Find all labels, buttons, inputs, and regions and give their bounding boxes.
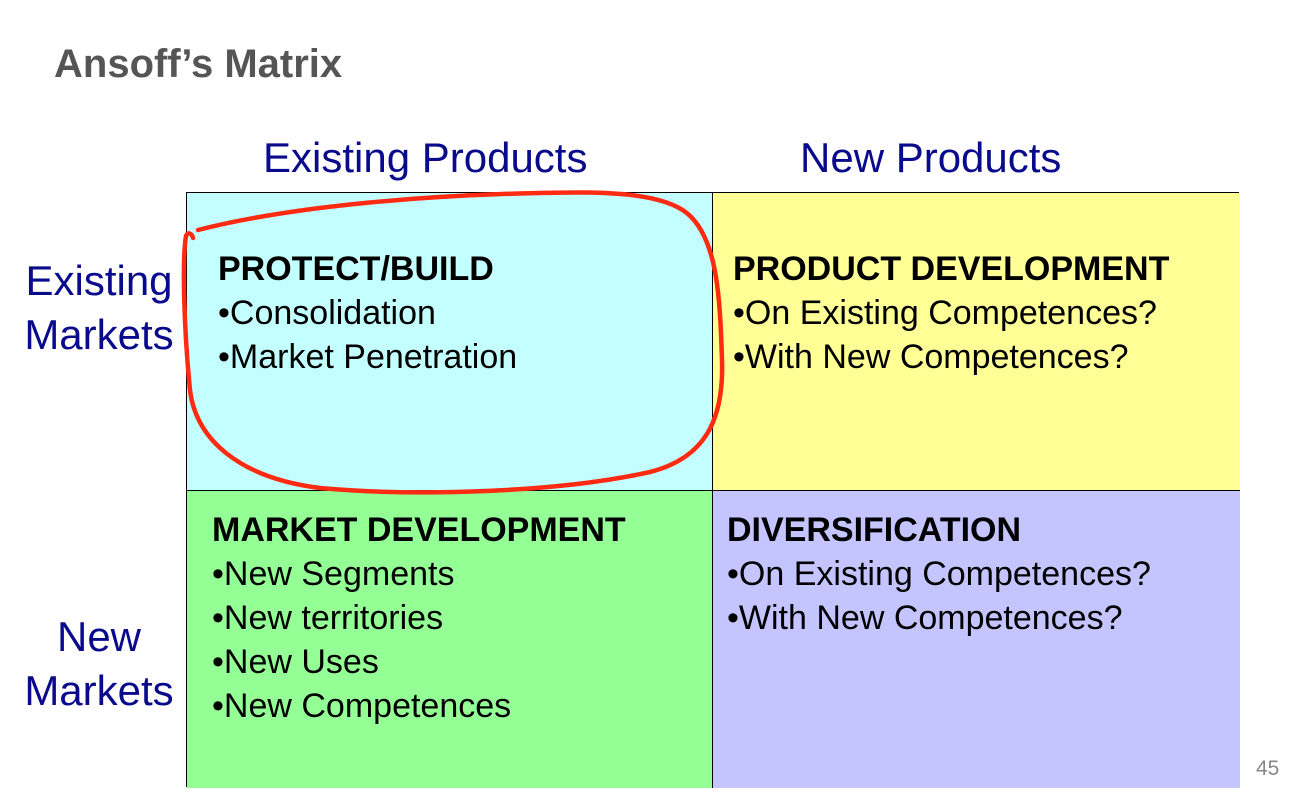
cell-product-development [713, 193, 1240, 491]
list-item: • On Existing Competences? [733, 291, 1169, 335]
cell-diversification-content [727, 508, 1151, 640]
cell-protect-build-title: PROTECT/BUILD [218, 250, 494, 288]
slide-title: Ansoff’s Matrix [54, 42, 343, 86]
list-item: • Market Penetration [218, 335, 517, 379]
cell-market-development-content [212, 508, 626, 728]
cell-market-development [187, 491, 713, 788]
list-item: • New Competences [212, 684, 626, 728]
cell-product-development-list [733, 291, 1169, 379]
column-header-existing-products: Existing Products [263, 134, 588, 181]
list-item: • New territories [212, 596, 626, 640]
cell-protect-build-content [218, 247, 517, 379]
row-header-existing-markets-line-1: Existing [25, 257, 173, 304]
cell-product-development-title: PRODUCT DEVELOPMENT [733, 250, 1170, 288]
cell-diversification [713, 491, 1240, 788]
page-number: 45 [1256, 757, 1280, 780]
column-header-new-products: New Products [800, 134, 1062, 181]
row-header-new-markets-line-1: New [56, 613, 142, 660]
cell-protect-build-list [218, 291, 517, 379]
list-item: • New Segments [212, 552, 626, 596]
row-header-new-markets-line-2: Markets [24, 667, 174, 714]
ansoff-matrix-grid [186, 192, 1239, 787]
cell-diversification-title: DIVERSIFICATION [727, 511, 1022, 549]
list-item: • Consolidation [218, 291, 517, 335]
list-item: • New Uses [212, 640, 626, 684]
cell-protect-build [187, 193, 713, 491]
row-header-existing-markets-line-2: Markets [24, 311, 174, 358]
cell-diversification-list [727, 552, 1151, 640]
list-item: • On Existing Competences? [727, 552, 1151, 596]
list-item: • With New Competences? [733, 335, 1169, 379]
row-header-existing-markets [10, 254, 188, 362]
cell-market-development-title: MARKET DEVELOPMENT [212, 511, 626, 549]
cell-product-development-content [733, 247, 1169, 379]
row-header-new-markets [10, 610, 188, 718]
list-item: • With New Competences? [727, 596, 1151, 640]
cell-market-development-list [212, 552, 626, 728]
